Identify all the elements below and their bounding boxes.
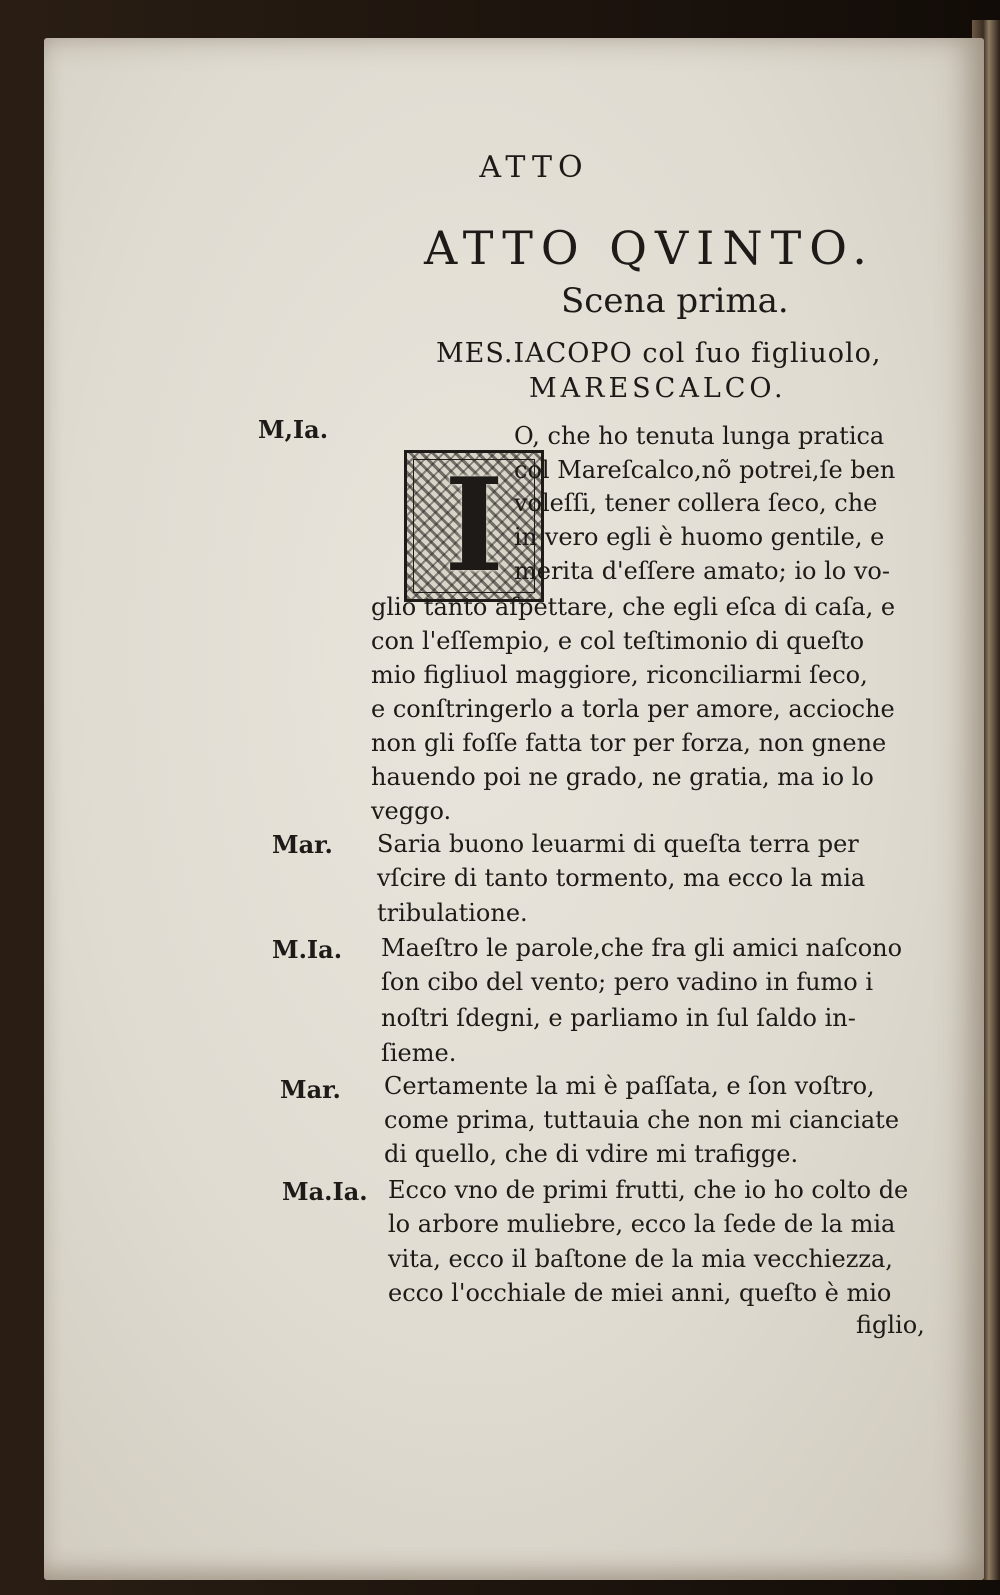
catchword: figlio, xyxy=(856,1311,925,1339)
text-line: col Mareſcalco,nõ potrei,ſe ben xyxy=(514,456,896,484)
dramatis-personae-line-1: MES.IACOPO col ſuo figliuolo, xyxy=(436,338,882,369)
text-line: ecco l'occhiale de miei anni, queſto è mio xyxy=(388,1279,892,1307)
speaker-label: Ma.Ia. xyxy=(282,1177,368,1206)
speaker-label: M.Ia. xyxy=(272,935,343,964)
text-line: non gli foſſe fatta tor per forza, non gnene xyxy=(371,729,887,757)
text-line: hauendo poi ne grado, ne gratia, ma io lo xyxy=(371,763,874,791)
text-line: con l'eſſempio, e col teſtimonio di queſto xyxy=(371,627,865,655)
text-line: ſieme. xyxy=(381,1039,457,1067)
text-line: O, che ho tenuta lunga pratica xyxy=(514,422,885,450)
text-line: merita d'eſſere amato; io lo vo- xyxy=(514,557,890,585)
text-line: ſon cibo del vento; pero vadino in fumo i xyxy=(381,968,874,996)
speaker-label: Mar. xyxy=(272,830,333,859)
text-line: in vero egli è huomo gentile, e xyxy=(514,523,885,551)
text-line: Ecco vno de primi frutti, che io ho colto de xyxy=(388,1176,909,1204)
book-page xyxy=(44,38,984,1580)
scene-heading: Scena prima. xyxy=(561,281,789,321)
text-line: veggo. xyxy=(371,797,452,825)
text-line: mio figliuol maggiore, riconciliarmi ſeco, xyxy=(371,661,868,689)
speaker-label: M,Ia. xyxy=(258,415,329,444)
running-head: ATTO xyxy=(479,150,589,185)
speaker-label: Mar. xyxy=(280,1075,341,1104)
text-line: vita, ecco il baſtone de la mia vecchiezza, xyxy=(388,1245,893,1273)
text-line: come prima, tuttauia che non mi cianciate xyxy=(384,1106,900,1134)
text-line: vſcire di tanto tormento, ma ecco la mia xyxy=(377,864,866,892)
initial-letter: I xyxy=(444,451,504,601)
text-line: di quello, che di vdire mi trafigge. xyxy=(384,1140,799,1168)
text-line: glio tanto aſpettare, che egli eſca di caſa, e xyxy=(371,593,896,621)
text-line: noſtri ſdegni, e parliamo in ſul ſaldo in- xyxy=(381,1004,856,1032)
text-line: Saria buono leuarmi di queſta terra per xyxy=(377,830,859,858)
text-line: Certamente la mi è paſſata, e ſon voſtro, xyxy=(384,1072,875,1100)
text-line: e conſtringerlo a torla per amore, accioche xyxy=(371,695,895,723)
text-line: lo arbore muliebre, ecco la ſede de la mia xyxy=(388,1210,896,1238)
act-title: ATTO QVINTO. xyxy=(424,221,875,275)
text-line: tribulatione. xyxy=(377,899,528,927)
text-line: Maeſtro le parole,che fra gli amici naſcono xyxy=(381,934,903,962)
text-line: voleſſi, tener collera ſeco, che xyxy=(514,489,878,517)
dramatis-personae-line-2: MARESCALCO. xyxy=(529,373,787,404)
